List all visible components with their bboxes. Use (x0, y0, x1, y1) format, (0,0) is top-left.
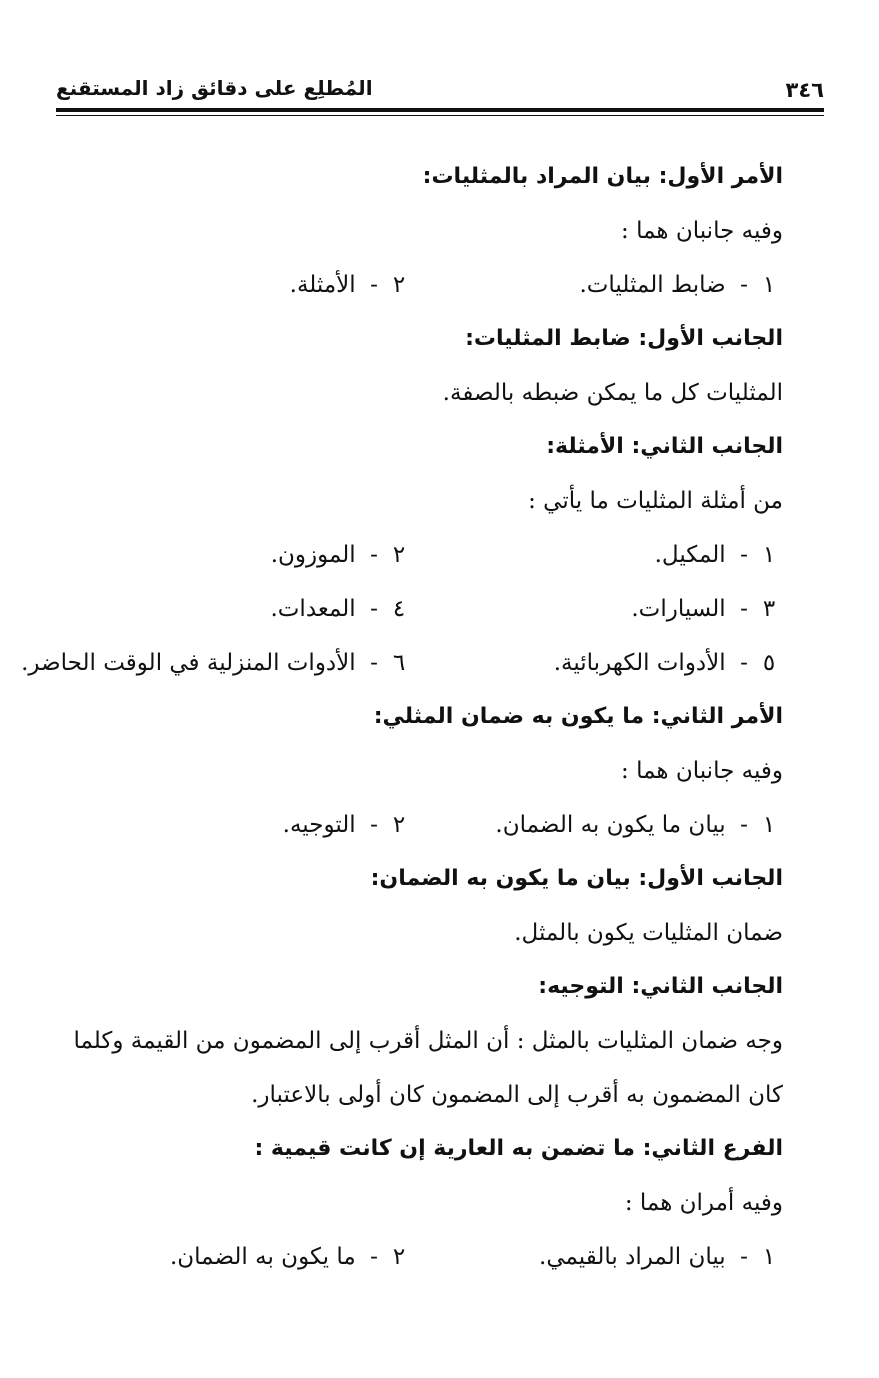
subsection-heading: الجانب الأول: ضابط المثليات: (465, 326, 783, 351)
list-row (56, 258, 783, 312)
subsection-heading: الجانب الثاني: التوجيه: (538, 974, 783, 999)
list-item: ٢- الموزون. (270, 542, 406, 568)
section-heading: الأمر الثاني: ما يكون به ضمان المثلي: (373, 704, 783, 729)
list-item: ٢- التوجيه. (282, 812, 406, 838)
page-header (56, 62, 824, 108)
list-item: ١- بيان ما يكون به الضمان. (495, 812, 776, 838)
list-row (56, 582, 783, 636)
paragraph: المثليات كل ما يمكن ضبطه بالصفة. (442, 380, 783, 406)
paragraph-line: كان المضمون به أقرب إلى المضمون كان أولى بالاعتبار. (251, 1082, 783, 1108)
paragraph: ضمان المثليات يكون بالمثل. (514, 920, 783, 946)
list-item: ١- المكيل. (654, 542, 776, 568)
list-item: ٦- الأدوات المنزلية في الوقت الحاضر. (21, 650, 406, 676)
page-body (21, 150, 783, 1284)
list-item: ٣- السيارات. (631, 596, 776, 622)
list-item: ٢- الأمثلة. (289, 272, 406, 298)
list-row (21, 636, 783, 690)
list-row (56, 528, 783, 582)
list-row (56, 798, 783, 852)
branch-heading: الفرع الثاني: ما تضمن به العارية إن كانت قيمية : (254, 1136, 783, 1161)
list-item: ٤- المعدات. (270, 596, 406, 622)
header-rule-thick (56, 108, 824, 112)
paragraph: وفيه أمران هما : (624, 1190, 783, 1216)
paragraph: وفيه جانبان هما : (621, 218, 783, 244)
page-number: ٣٤٦ (785, 78, 824, 102)
list-row (56, 1230, 783, 1284)
paragraph: من أمثلة المثليات ما يأتي : (528, 488, 783, 514)
list-item: ١- بيان المراد بالقيمي. (539, 1244, 776, 1270)
header-rule-thin (56, 115, 824, 116)
paragraph-line: وجه ضمان المثليات بالمثل : أن المثل أقرب إلى المضمون من القيمة وكلما (73, 1028, 783, 1054)
section-heading: الأمر الأول: بيان المراد بالمثليات: (422, 164, 783, 189)
subsection-heading: الجانب الثاني: الأمثلة: (546, 434, 783, 459)
subsection-heading: الجانب الأول: بيان ما يكون به الضمان: (370, 866, 783, 891)
list-item: ٢- ما يكون به الضمان. (169, 1244, 406, 1270)
paragraph: وفيه جانبان هما : (621, 758, 783, 784)
list-item: ١- ضابط المثليات. (579, 272, 776, 298)
running-title: المُطلِع على دقائق زاد المستقنع (56, 76, 373, 100)
list-item: ٥- الأدوات الكهربائية. (553, 650, 776, 676)
